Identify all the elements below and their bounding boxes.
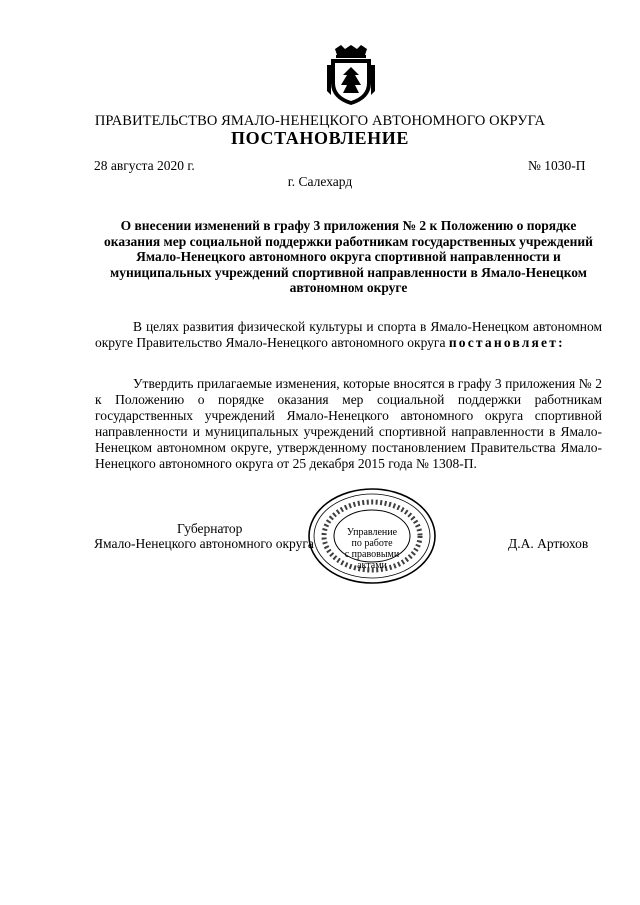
document-type: ПОСТАНОВЛЕНИЕ [231,128,409,148]
document-subject: О внесении изменений в графу 3 приложения № 2 к Положению о порядке оказания мер социальной поддержки работникам государственных учреждений Ямало-Ненецкого автономного округа спортивной направленности и муниципальных учреждений спортивной направленности в Ямало-Ненецком автономном округе [104,218,593,295]
body-paragraph-1 [95,319,602,351]
document-date: 28 августа 2020 г. [94,158,195,173]
body-paragraph-2 [95,376,602,472]
signatory-organization: Ямало-Ненецкого автономного округа [94,536,314,551]
government-title: ПРАВИТЕЛЬСТВО ЯМАЛО-НЕНЕЦКОГО АВТОНОМНОГО ОКРУГА [94,113,546,129]
stamp-text [339,527,405,571]
signatory-name: Д.А. Артюхов [508,536,589,551]
coat-of-arms-emblem [325,45,377,107]
signatory-title: Губернатор [177,521,243,536]
document-number: № 1030-П [528,158,586,173]
stamp-line: актами [357,560,387,571]
stamp-line: по работе [351,538,393,549]
resolution-verb: постановляет: [448,335,565,350]
stamp-line: с правовыми [344,549,400,560]
document-city: г. Салехард [287,174,353,189]
paragraph-2-text: Утвердить прилагаемые изменения, которые вносятся в графу 3 приложения № 2 к Положению о порядке оказания мер социальной поддержки работникам государственных учреждений Ямало-Ненецкого автономного округа спортивной направленности и муниципальных учреждений спортивной направленности в Ямало-Ненецком автономном округе, утвержденному постановлением Правительства Ямало-Ненецкого автономного округа от 25 декабря 2015 года № 1308-П. [95,376,602,471]
paragraph-1-text: В целях развития физической культуры и спорта в Ямало-Ненецком автономном округе Правительство Ямало-Ненецкого автономного округа [95,319,602,350]
stamp-line: Управление [346,527,398,538]
